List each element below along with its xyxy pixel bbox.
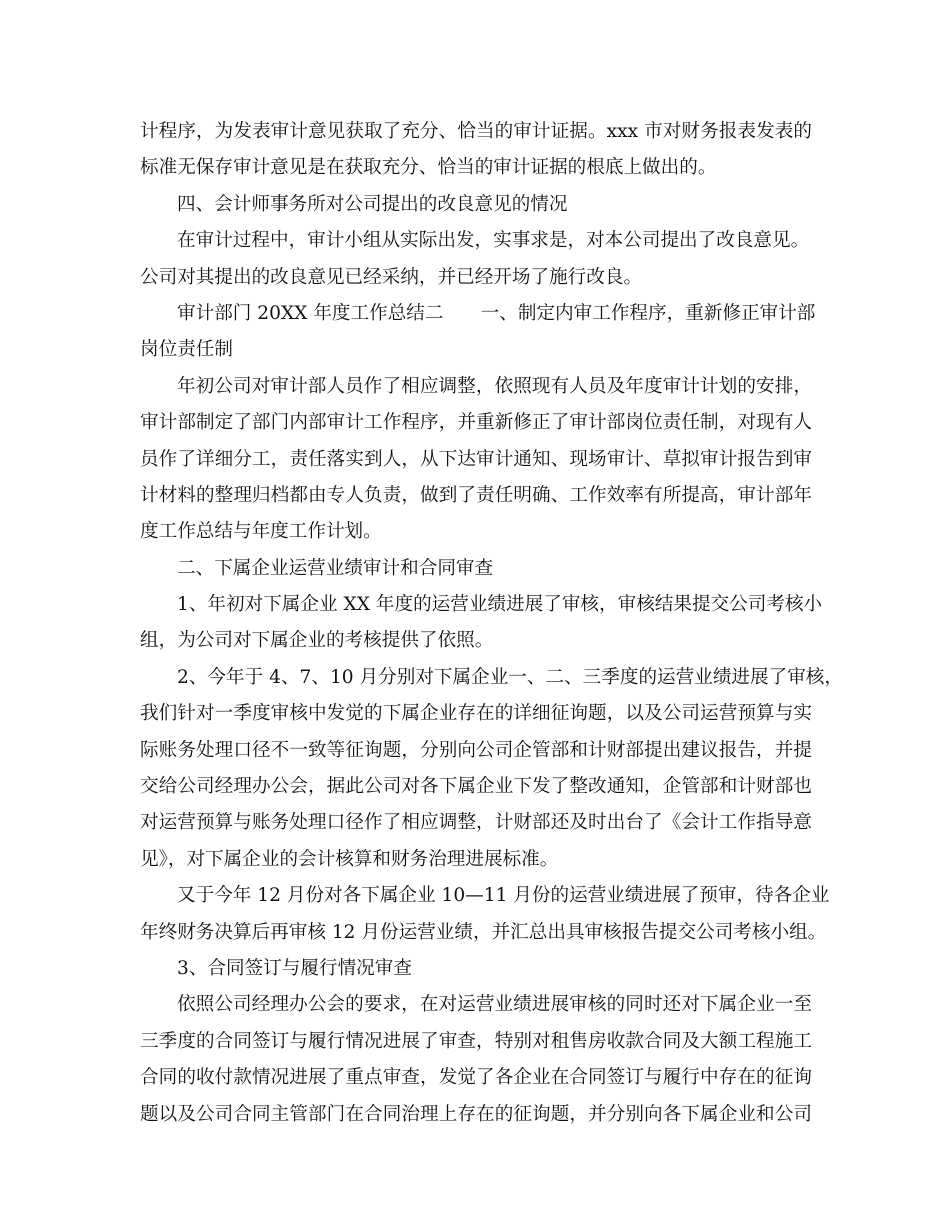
text-line-26: 三季度的合同签订与履行情况进展了审查，特别对租售房收款合同及大额工程施工	[140, 1030, 812, 1052]
text-line-19: 交给公司经理办公会，据此公司对各下属企业下发了整改通知，企管部和计财部也	[140, 776, 812, 798]
section-heading-ii: 二、下属企业运营业绩审计和合同审查	[177, 557, 494, 579]
text-line-16: 2、今年于 4、7、10 月分别对下属企业一、二、三季度的运营业绩进展了审核，	[177, 666, 843, 688]
text-line-9: 审计部制定了部门内部审计工作程序，并重新修正了审计部岗位责任制，对现有人	[140, 412, 812, 434]
text-line-20: 对运营预算与账务处理口径作了相应调整，计财部还及时出台了《会计工作指导意	[140, 812, 812, 834]
text-line-7: 岗位责任制	[140, 339, 233, 361]
text-line-27: 合同的收付款情况进展了重点审查，发觉了各企业在合同签订与履行中存在的征询	[140, 1067, 812, 1089]
text-line-18: 际账务处理口径不一致等征询题，分别向公司企管部和计财部提出建议报告，并提	[140, 739, 812, 761]
text-line-22: 又于今年 12 月份对各下属企业 10—11 月份的运营业绩进展了预审，待各企业	[177, 885, 830, 907]
text-line-15: 组，为公司对下属企业的考核提供了依照。	[140, 630, 494, 652]
text-line-5: 公司对其提出的改良意见已经采纳，并已经开场了施行改良。	[140, 266, 643, 288]
text-line-10: 员作了详细分工，责任落实到人，从下达审计通知、现场审计、草拟审计报告到审	[140, 448, 812, 470]
section-heading-4: 四、会计师事务所对公司提出的改良意见的情况	[177, 193, 568, 215]
text-line-17: 我们针对一季度审核中发觉的下属企业存在的详细征询题，以及公司运营预算与实	[140, 703, 812, 725]
text-line-12: 度工作总结与年度工作计划。	[140, 521, 382, 543]
text-line-25: 依照公司经理办公会的要求，在对运营业绩进展审核的同时还对下属企业一至	[177, 994, 812, 1016]
text-line-28: 题以及公司合同主管部门在合同治理上存在的征询题，并分别向各下属企业和公司	[140, 1103, 812, 1125]
text-line-4: 在审计过程中，审计小组从实际出发，实事求是，对本公司提出了改良意见。	[177, 230, 810, 252]
section-heading-2: 审计部门 20XX 年度工作总结二 一、制定内审工作程序，重新修正审计部	[177, 302, 816, 324]
text-line-23: 年终财务决算后再审核 12 月份运营业绩，并汇总出具审核报告提交公司考核小组。	[140, 921, 827, 943]
text-line-8: 年初公司对审计部人员作了相应调整，依照现有人员及年度审计计划的安排，	[177, 375, 812, 397]
document-page	[140, 114, 843, 1133]
section-heading-3: 3、合同签订与履行情况审查	[177, 957, 412, 979]
text-line-1: 计程序，为发表审计意见获取了充分、恰当的审计证据。xxx 市对财务报表发表的	[140, 121, 812, 142]
text-line-14: 1、年初对下属企业 XX 年度的运营业绩进展了审核，审核结果提交公司考核小	[177, 594, 823, 616]
text-line-11: 计材料的整理归档都由专人负责，做到了责任明确、工作效率有所提高，审计部年	[140, 484, 812, 506]
text-line-21: 见》，对下属企业的会计核算和财务治理进展标准。	[140, 848, 559, 870]
text-line-2: 标准无保存审计意见是在获取充分、恰当的审计证据的根底上做出的。	[140, 157, 717, 179]
